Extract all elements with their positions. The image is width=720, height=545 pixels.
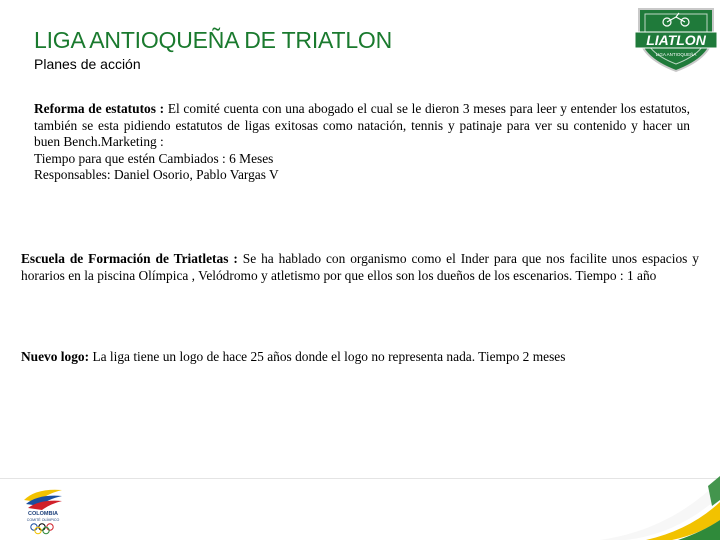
logo-text: LIATLON	[646, 32, 706, 48]
item-label: Reforma de estatutos :	[34, 101, 165, 116]
flag-corner-decoration	[560, 440, 720, 540]
item-text: El comité cuenta con una abogado el cual se le dieron 3 meses para leer y entender los estatutos, también se esta pidiendo estatutos de ligas exitosas como natación, tennis y patinaje para ver su contenido y hacer un buen Bench.Marketing :	[34, 101, 690, 149]
page-subtitle: Planes de acción	[34, 56, 141, 72]
item-label: Escuela de Formación de Triatletas :	[21, 251, 238, 266]
comite-olimpico-logo	[18, 484, 68, 536]
col-logo-line1: COLOMBIA	[28, 511, 58, 517]
logo-subtext: LIGA ANTIOQUEÑA	[655, 52, 697, 57]
page-title: LIGA ANTIOQUEÑA DE TRIATLON	[34, 27, 393, 53]
item-text: La liga tiene un logo de hace 25 años donde el logo no representa nada. Tiempo 2 meses	[92, 349, 566, 364]
item-responsible: Responsables: Daniel Osorio, Pablo Vargas V	[34, 167, 279, 182]
col-logo-line2: COMITÉ OLÍMPICO	[26, 518, 60, 522]
item-escuela-formacion	[21, 251, 699, 284]
item-label: Nuevo logo:	[21, 349, 90, 364]
item-text: Se ha hablado con organismo como el Inder para que nos facilite unos espacios y horarios en la piscina Olímpica , Velódromo y atletismo por que ellos son los dueños de los escenarios. Tiempo : 1 año	[21, 251, 699, 283]
liga-triatlon-logo	[633, 5, 719, 73]
item-time: Tiempo para que estén Cambiados : 6 Meses	[34, 150, 274, 166]
item-reforma-estatutos	[34, 101, 690, 184]
item-nuevo-logo	[21, 349, 699, 366]
